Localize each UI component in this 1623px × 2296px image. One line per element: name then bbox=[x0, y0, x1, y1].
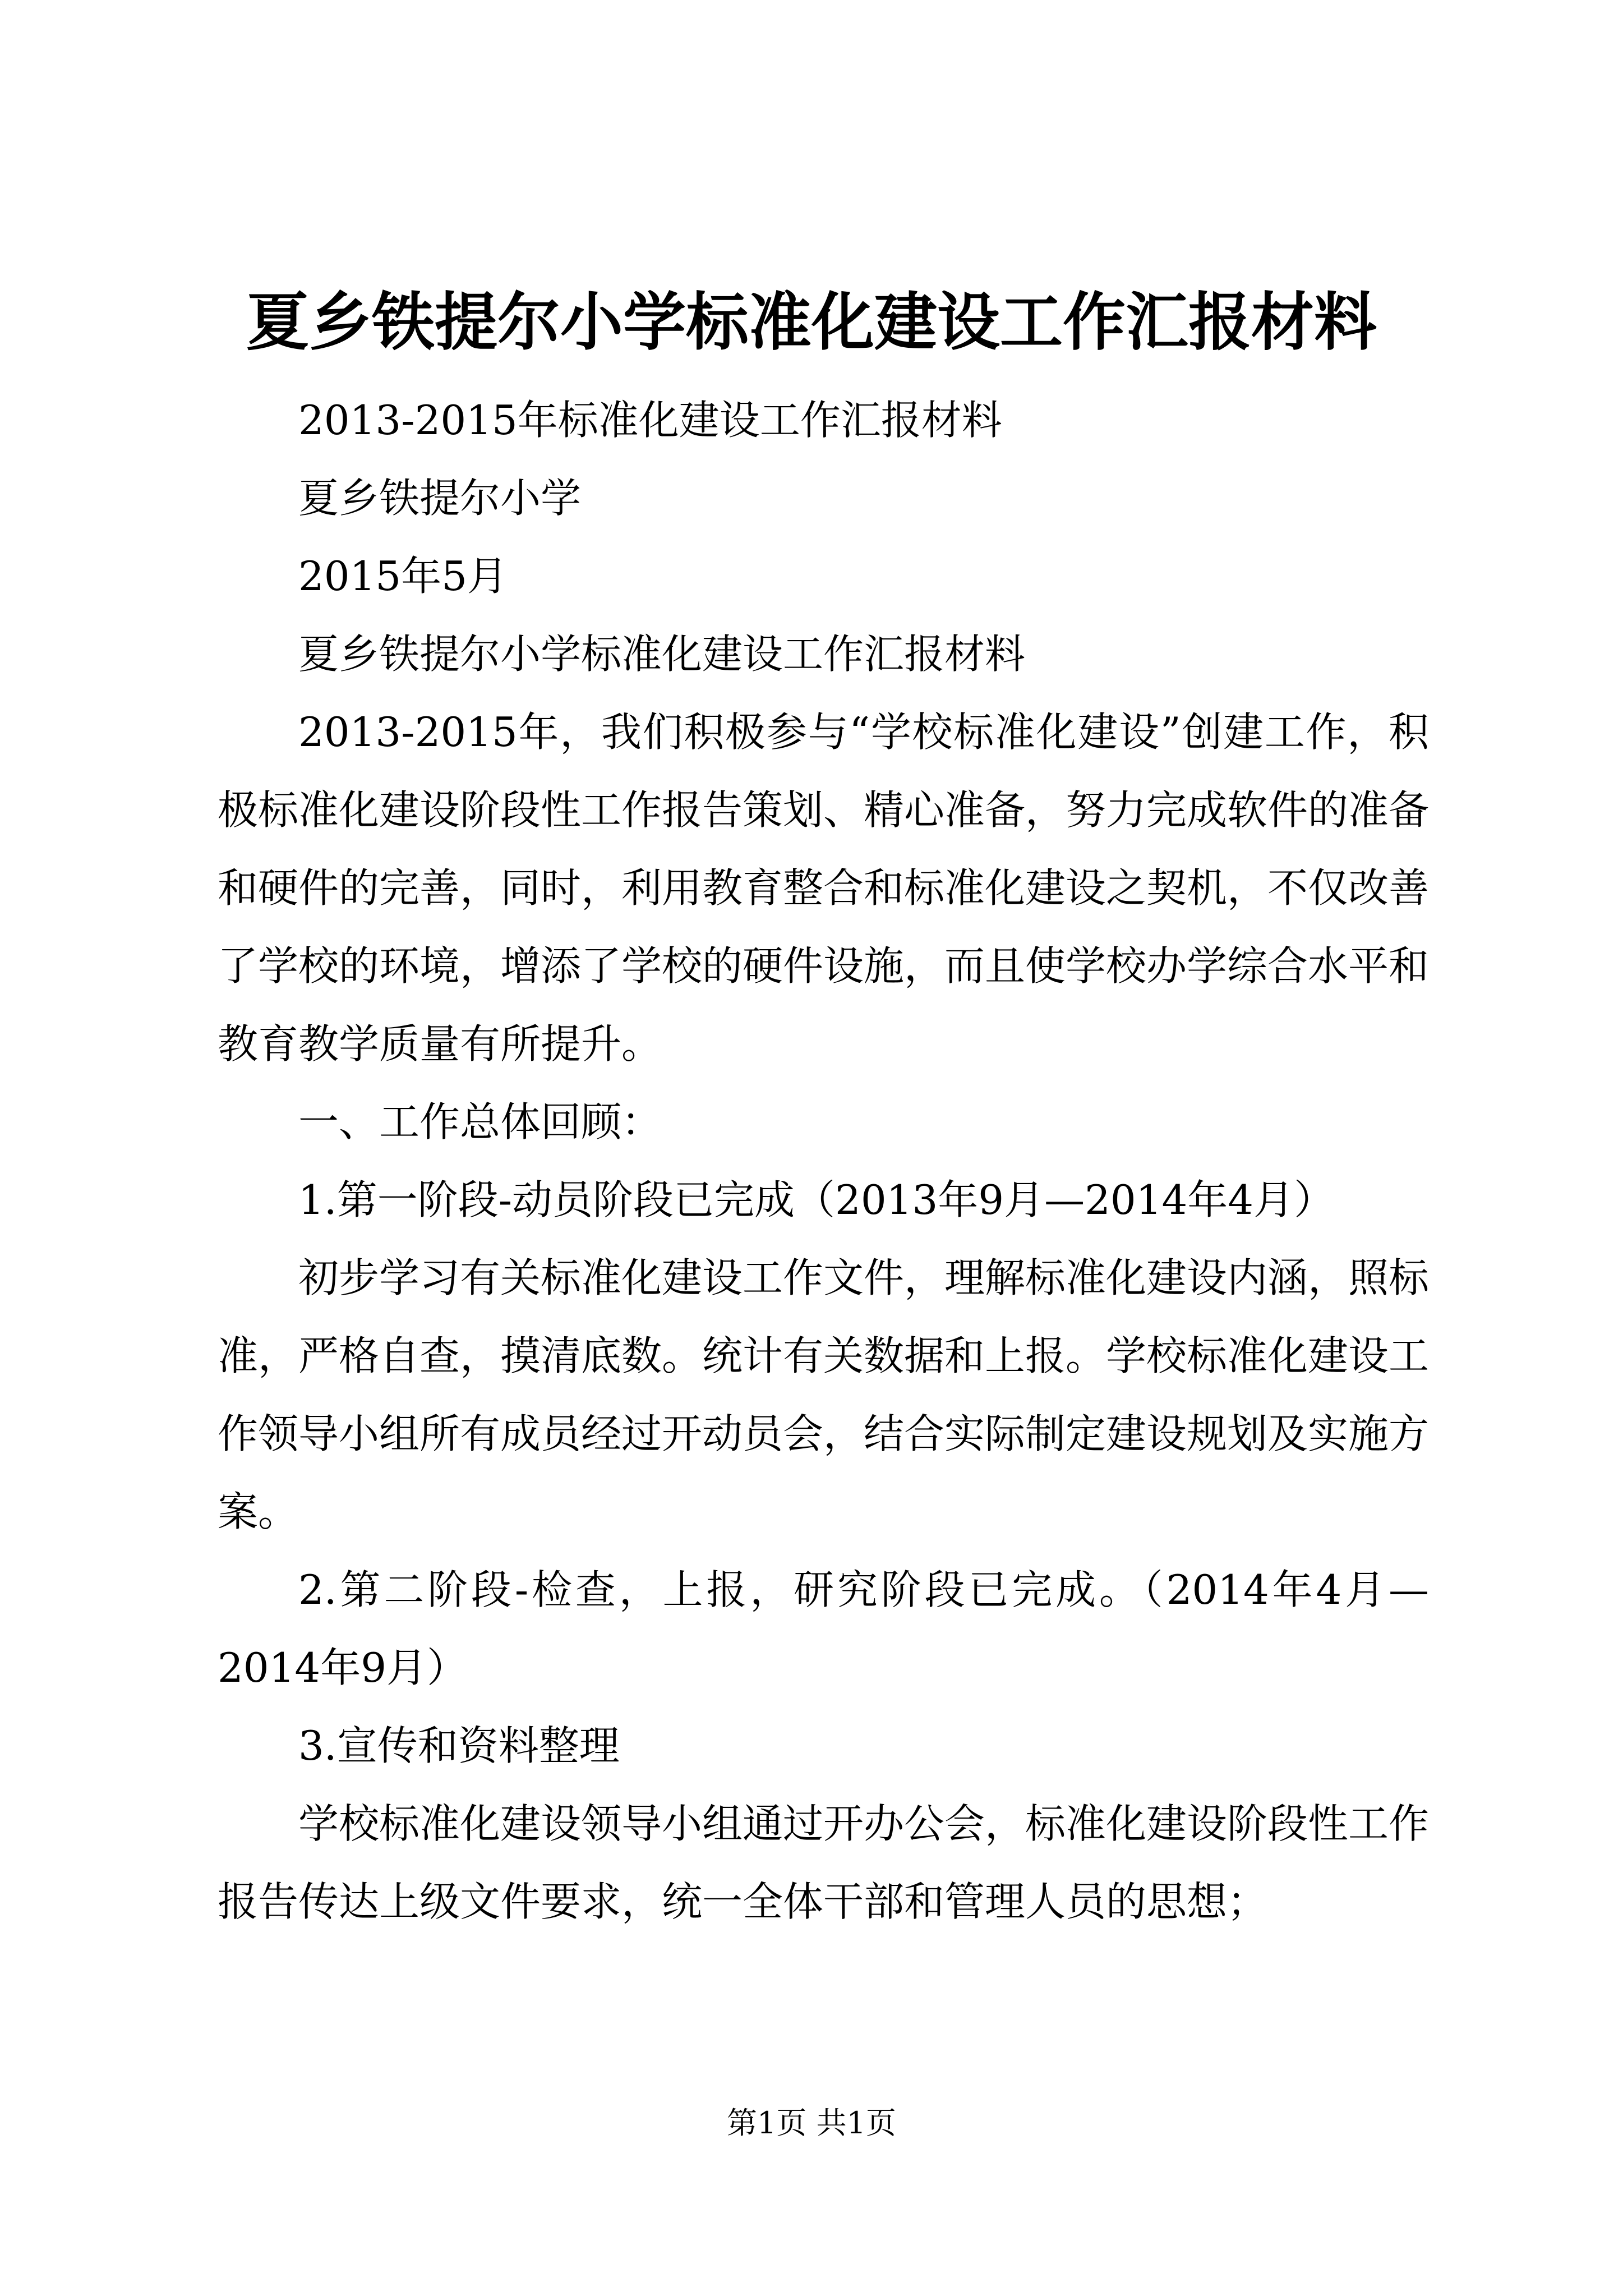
page-footer: 第1页 共1页 bbox=[727, 2105, 896, 2141]
item-publicity: 3.宣传和资料整理 bbox=[298, 1722, 620, 1769]
paragraph-report-title: 夏乡铁提尔小学标准化建设工作汇报材料 bbox=[298, 631, 1026, 678]
paragraph-subtitle: 2013-2015年标准化建设工作汇报材料 bbox=[298, 397, 1002, 444]
section-heading-review: 一、工作总体回顾： bbox=[298, 1098, 662, 1145]
paragraph-publicity-detail: 学校标准化建设领导小组通过开办公会，标准化建设阶段性工作报告传达上级文件要求，统一全体干部和管理人员的思想； bbox=[218, 1800, 1430, 1925]
item-stage-one: 1.第一阶段-动员阶段已完成（2013年9月—2014年4月） bbox=[298, 1176, 1335, 1223]
paragraph-school-name: 夏乡铁提尔小学 bbox=[298, 475, 582, 522]
document-title: 夏乡铁提尔小学标准化建设工作汇报材料 bbox=[246, 286, 1377, 359]
paragraph-stage-one-detail: 初步学习有关标准化建设工作文件，理解标准化建设内涵，照标准，严格自查，摸清底数。统计有关数据和上报。学校标准化建设工作领导小组所有成员经过开动员会，结合实际制定建设规划及实施方案。 bbox=[218, 1254, 1430, 1535]
paragraph-date: 2015年5月 bbox=[298, 553, 508, 600]
paragraph-introduction: 2013-2015年，我们积极参与“学校标准化建设”创建工作，积极标准化建设阶段性工作报告策划、精心准备，努力完成软件的准备和硬件的完善，同时，利用教育整合和标准化建设之契机，不仅改善了学校的环境，增添了学校的硬件设施，而且使学校办学综合水平和教育教学质量有所提升。 bbox=[218, 708, 1430, 1068]
item-stage-two: 2.第二阶段-检查，上报，研究阶段已完成。（2014年4月—2014年9月） bbox=[218, 1566, 1429, 1691]
document-body bbox=[218, 381, 1429, 1941]
